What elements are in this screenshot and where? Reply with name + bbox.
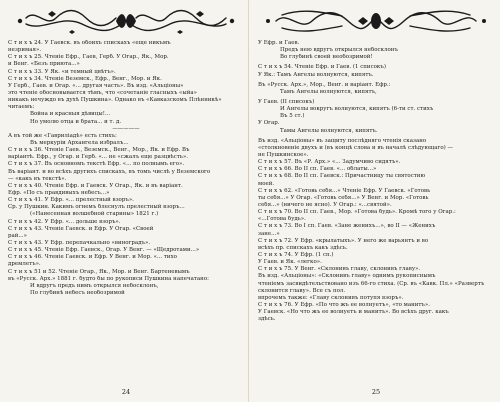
text-line: Въ варіант. и во всѣхъ другихъ спискахъ, въ томъ числѣ у Веземского — [8, 168, 211, 175]
text-line: и Венг. «Безъ приюта...» — [8, 61, 80, 68]
text-line: всѣхъ пр. спискахъ какъ здѣсь. — [258, 244, 348, 251]
text-line: С т и х ъ 76. У Ефр. «По что жъ ее волнуетъ», «то манитъ». — [258, 301, 431, 308]
text-line: это чтеніе обосновывается тѣмъ, что «сочетаніе гласныхъ «ыйа» — [8, 89, 197, 96]
text-line: Ефр. «По съ правдивыхъ небесъ...» — [8, 189, 110, 196]
text-line: «столкновеніе двухъ и (въ концѣ слова и въ началѣ слѣдующаго) — — [258, 144, 453, 151]
text-line: У Гаев. и Як. «легко». — [258, 259, 322, 266]
text-line: С т и х ъ 24. У Гаевск. въ обоихъ спискахъ «еще никъмъ — [8, 40, 171, 46]
text-line: А въ той же «Гавриліадѣ» есть стихъ: — [8, 132, 117, 139]
text-line: Тамы Ангелы волнуются, кипятъ. — [280, 127, 378, 134]
text-line: У Як.: Тамъ Ангелы волнуются, кипятъ. — [258, 71, 374, 78]
text-line: С т и х ъ 68. Во II сп. Гаевск.: Причастницу ты святостию — [258, 173, 426, 180]
text-line: моей. — [258, 180, 275, 187]
text-line: зане...» — [258, 230, 280, 237]
ornament-headpiece-icon — [262, 6, 490, 36]
text-line: С т и х ъ 70. Во II сп. Гаев., Мор. «Готова будь». Кромѣ того у Огар.: — [258, 209, 456, 216]
text-line: С т и х ъ 25. Чтеніе Ефр., Гаев, Герб. У Огар., Як., Мор. — [8, 54, 169, 61]
text-line: С т и х ъ 73. Во I сп. Гаев. «Зане женихъ...», во II — «Женихъ — [258, 223, 436, 230]
text-line: («Нанесенная волшебной старины» 1821 г.) — [30, 211, 159, 218]
text-line: «...Готова будь». — [258, 216, 306, 223]
text-line: никакъ нечуждо въ духѣ Пушкина». Однако въ «Кавказскомъ Плѣнникѣ» — [8, 97, 222, 104]
text-line: С т и х ъ 72. У Ефр. «крылатыхъ». У него же варьянтъ и во — [258, 237, 429, 244]
text-line: С т и х ъ 33. У Як. «и темный цвѣтъ». — [8, 68, 116, 75]
text-line: У Огар. — [258, 120, 280, 127]
text-line: Во глубинѣ своей необозримой! — [280, 54, 373, 61]
text-line: Ср. у Пушкин. Какимъ огнемъ блеснулъ прелестный взоръ... — [8, 204, 185, 211]
text-line: С т и х ъ 74. У Ефр. (1 сп.) — [258, 251, 334, 258]
text-line: С т и х ъ 41. У Ефр. «... прелестный взоръ». — [8, 197, 134, 204]
right-page — [258, 0, 494, 402]
text-line: Война и красныя дѣвицы!... — [30, 111, 111, 118]
text-line: С т и х ъ 43. Чтеніе Гаевск. и Ефр. У Огар. «Своей — [8, 225, 154, 232]
book-gutter — [248, 0, 249, 402]
text-line: У Гаевск. «Но что жъ ее волнуетъ и манитъ». Во всѣхъ друг. какъ — [258, 309, 449, 316]
text-line: С т и х ъ 42. У Ефр. «... дольше взоръ». — [8, 218, 121, 225]
text-line: С т и х ъ 43. У Ефр. перепачкально «виноградъ». — [8, 239, 151, 246]
text-line: Въ «Русск. Арх.», Мор., Венг. и варіант. Ефр.: — [258, 81, 391, 88]
text-line: С т и х ъ 45. Чтеніе Ефр. Гаевск., Огар. У Венг. — «Щедротами...» — [8, 247, 200, 254]
text-line: Въ 5 ст.) — [280, 113, 305, 120]
text-line: У Герб., Гаев. и Огар. «... другая часть». Въ изд. «Альціоны» — [8, 82, 184, 89]
text-line: Въ меркуріи Архангела избралъ... — [30, 139, 129, 146]
text-line: С т и х ъ 75. У Венг. «Склонивъ главу, склонивъ главу». — [258, 266, 421, 273]
text-line: С т и х ъ 66. Во II сп. Гаев. «... облаты...» — [258, 166, 377, 173]
text-line: рай...» — [8, 232, 27, 239]
text-line: варіантѣ. Ефр., у Огар. и Герб. «... не «сжалъ еще разцвѣсть». — [8, 154, 188, 161]
text-line: С т и х ъ 34. Чтеніе Веземск., Ефр., Венг., Мор. и Як. — [8, 75, 162, 82]
text-line: У Ефр. и Гаев. — [258, 40, 300, 46]
text-line: чтеніемъ засвидѣтельствовано изъ 66-го стиха. (Ср. въ «Кавк. Пл.» «Развертъ — [258, 280, 485, 287]
ornament-headpiece-icon — [12, 6, 240, 36]
text-line: Въ изд. «Альціоны» въ защиту послѣдняго чтенія сказано — [258, 137, 427, 144]
text-line: читаемъ: — [8, 104, 35, 111]
text-line: ————— — [112, 125, 140, 132]
text-line: Въ изд. «Альціоны»: «Склонивъ главу» однимъ рукописнымъ — [258, 273, 436, 280]
left-page — [8, 0, 244, 402]
page-number: 25 — [371, 388, 381, 396]
text-line: не Пушкинское». — [258, 151, 309, 158]
text-line: С т и х ъ 37. Въ основномъ текстѣ Ефр. «... по полнымъ его». — [8, 161, 185, 168]
text-line: По глубинѣ небесъ необозримой — [30, 289, 125, 296]
text-line: У Гаев. (II списокъ) — [258, 98, 315, 105]
text-line: Предъ нею вдругъ открылся небосклонъ — [280, 47, 398, 54]
text-line: С т и х ъ 62. «Готовь себя...» Чтеніе Ефр. У Гаевск. «Готовь — [258, 187, 431, 194]
left-page-text — [8, 40, 244, 297]
text-line: С т и х ъ 54. Чтеніе Ефр. и Гаев. (1 списокъ) — [258, 64, 386, 71]
text-line: ты себя...» У Огар. «Готовь себя...» У Венг. и Мор. «Готовь — [258, 194, 429, 201]
text-line: И Ангелы вокругъ волнуются, кипятъ (6-ти ст. стихъ — [280, 106, 434, 113]
text-line: С т и х ъ 57. Въ «Р. Арх.» «... Задумчиво сидятъ». — [258, 159, 401, 166]
text-line: — «какъ въ текстѣ». — [8, 175, 67, 182]
text-line: незримая». — [8, 47, 42, 54]
page-number: 24 — [121, 388, 131, 396]
text-line: здѣсь. — [258, 316, 276, 323]
text-line: въ «Русск. Арх.» 1881 г. будто бы по рукописи Пушкина напечатано: — [8, 275, 209, 282]
text-line: И вдругъ предъ нимъ открылся небосклонъ, — [30, 282, 159, 289]
text-line: дремлетъ». — [8, 261, 41, 268]
text-line: Тамъ Ангелы волнуются, кипятъ, — [280, 88, 377, 95]
right-page-text — [258, 40, 494, 323]
text-line: С т и х ъ 40. Чтеніе Ефр. и Гаевск. У Огар., Як. и въ варіант. — [8, 182, 183, 189]
text-line: С т и х ъ 51 и 52. Чтеніе Огар., Як., Мор. и Венг. Бартеневымъ — [8, 268, 190, 275]
text-line: Но умолю отца и брата... и т. д. — [30, 118, 122, 125]
text-line: впрочемъ также: «Главу склонивъ потупя взоръ». — [258, 294, 404, 301]
text-line: С т и х ъ 46. Чтеніе Гаевск. и Ефр. У Венг. и Мор. «... тихо — [8, 254, 177, 261]
text-line: С т и х ъ 36. Чтеніе Гаев., Веземск., Венг., Мор., Як. и Ефр. Въ — [8, 147, 190, 154]
text-line: склонится главу». Все съ пол. — [258, 287, 346, 294]
text-line: себя...» (ничего не ясно). У Огар.: «...святой». — [258, 201, 392, 208]
